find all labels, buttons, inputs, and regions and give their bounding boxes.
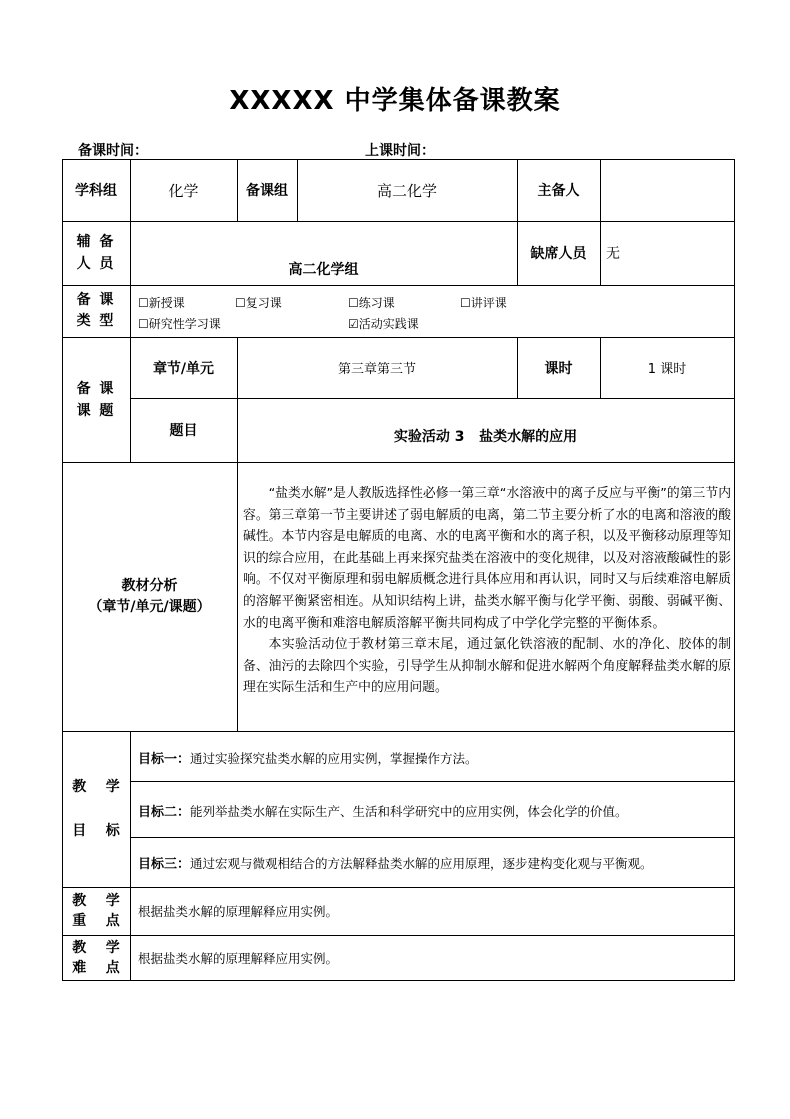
option-practice-lesson[interactable]: ☐练习课 [348, 296, 395, 310]
assistants-label [62, 221, 130, 285]
assistants-label-line1: 辅 备 [76, 234, 116, 250]
goal-1-head: 目标一： [138, 752, 191, 767]
difficulty-label [62, 935, 130, 980]
prep-group-value: 高二化学 [376, 181, 437, 200]
analysis-label-line1: 教材分析 [121, 577, 178, 594]
lesson-type-label-line1: 备 课 [76, 292, 116, 308]
difficulty-label-line1: 教 学 [72, 939, 120, 956]
analysis-text [243, 483, 731, 699]
subject-group-value: 化学 [168, 181, 199, 200]
chapter-value: 第三章第三节 [337, 362, 416, 377]
goal-2-head: 目标二： [138, 805, 191, 820]
absent-label: 缺席人员 [530, 246, 587, 262]
subject-group-label: 学科组 [75, 183, 117, 199]
subject-label: 题目 [169, 423, 198, 439]
goal-3-text: 通过宏观与微观相结合的方法解释盐类水解的应用原理，逐步建构变化观与平衡观。 [190, 856, 653, 871]
assistants-label-line2: 人 员 [76, 256, 116, 272]
goal-3 [138, 853, 653, 872]
key-point-value: 根据盐类水解的原理解释应用实例。 [138, 904, 339, 919]
hours-value: 1 课时 [647, 362, 687, 377]
goals-label-line1: 教 学 [72, 779, 120, 795]
difficulty-value: 根据盐类水解的原理解释应用实例。 [138, 950, 339, 966]
lesson-type-label [62, 285, 130, 337]
page-title: XXXXX 中学集体备课教案 [229, 86, 561, 116]
key-point-label-line2: 重 点 [72, 913, 120, 929]
topic-label-line1: 备 课 [76, 380, 116, 397]
assistants-value: 高二化学组 [288, 262, 359, 278]
analysis-label [62, 462, 237, 731]
key-point-label [62, 887, 130, 935]
option-review-lesson[interactable]: ☐复习课 [235, 296, 282, 310]
main-preparer-label: 主备人 [537, 183, 580, 199]
goal-1-text: 通过实验探究盐类水解的应用实例，掌握操作方法。 [190, 751, 478, 766]
goal-1 [138, 748, 478, 767]
option-research-lesson[interactable]: ☐研究性学习课 [138, 317, 221, 331]
main-preparer-value [600, 159, 734, 221]
analysis-label-line2: （章节/单元/课题） [88, 598, 211, 615]
lesson-type-label-line2: 类 型 [76, 313, 116, 329]
class-time-label: 上课时间： [365, 143, 435, 159]
option-new-lesson[interactable]: ☐新授课 [138, 296, 185, 310]
option-commentary-lesson[interactable]: ☐讲评课 [460, 296, 507, 310]
absent-value: 无 [606, 246, 620, 262]
chapter-label: 章节/单元 [152, 360, 215, 377]
analysis-paragraph-1: “盐类水解”是人教版选择性必修一第三章“水溶液中的离子反应与平衡”的第三节内容。第三章第一节主要讲述了弱电解质的电离，第二节主要分析了水的电离和溶液的酸碱性。本节内容是电解质的电离、水的电离平衡和水的离子积，以及平衡移动原理等知识的综合应用，在此基础上再来探究盐类在溶液中的变化规律，以及对溶液酸碱性的影响。不仅对平衡原理和弱电解质概念进行具体应用和再认识，同时又与后续难溶电解质的溶解平衡紧密相连。从知识结构上讲，盐类水解平衡与化学平衡、弱酸、弱碱平衡、水的电离平衡和难溶电解质溶解平衡共同构成了中学化学完整的平衡体系。 [243, 486, 731, 631]
analysis-paragraph-2: 本实验活动位于教材第三章末尾，通过氯化铁溶液的配制、水的净化、胶体的制备、油污的去除四个实验，引导学生从抑制水解和促进水解两个角度解释盐类水解的原理在实际生活和生产中的应用问题。 [243, 637, 731, 696]
subject-value: 实验活动 3 盐类水解的应用 [393, 429, 578, 445]
goal-2-text: 能列举盐类水解在实际生产、生活和科学研究中的应用实例，体会化学的价值。 [190, 804, 628, 819]
goals-label-line2: 目 标 [72, 823, 120, 839]
goal-3-head: 目标三： [138, 857, 191, 872]
goal-2 [138, 801, 628, 820]
prep-group-label: 备课组 [246, 183, 288, 199]
goals-label [62, 731, 130, 887]
prep-time-label: 备课时间： [78, 143, 148, 159]
hours-label: 课时 [544, 360, 573, 377]
topic-label [62, 337, 130, 462]
difficulty-label-line2: 难 点 [72, 959, 120, 976]
topic-label-line2: 课 题 [76, 402, 116, 419]
option-activity-lesson[interactable]: ☑活动实践课 [348, 317, 419, 331]
key-point-label-line1: 教 学 [72, 893, 120, 909]
